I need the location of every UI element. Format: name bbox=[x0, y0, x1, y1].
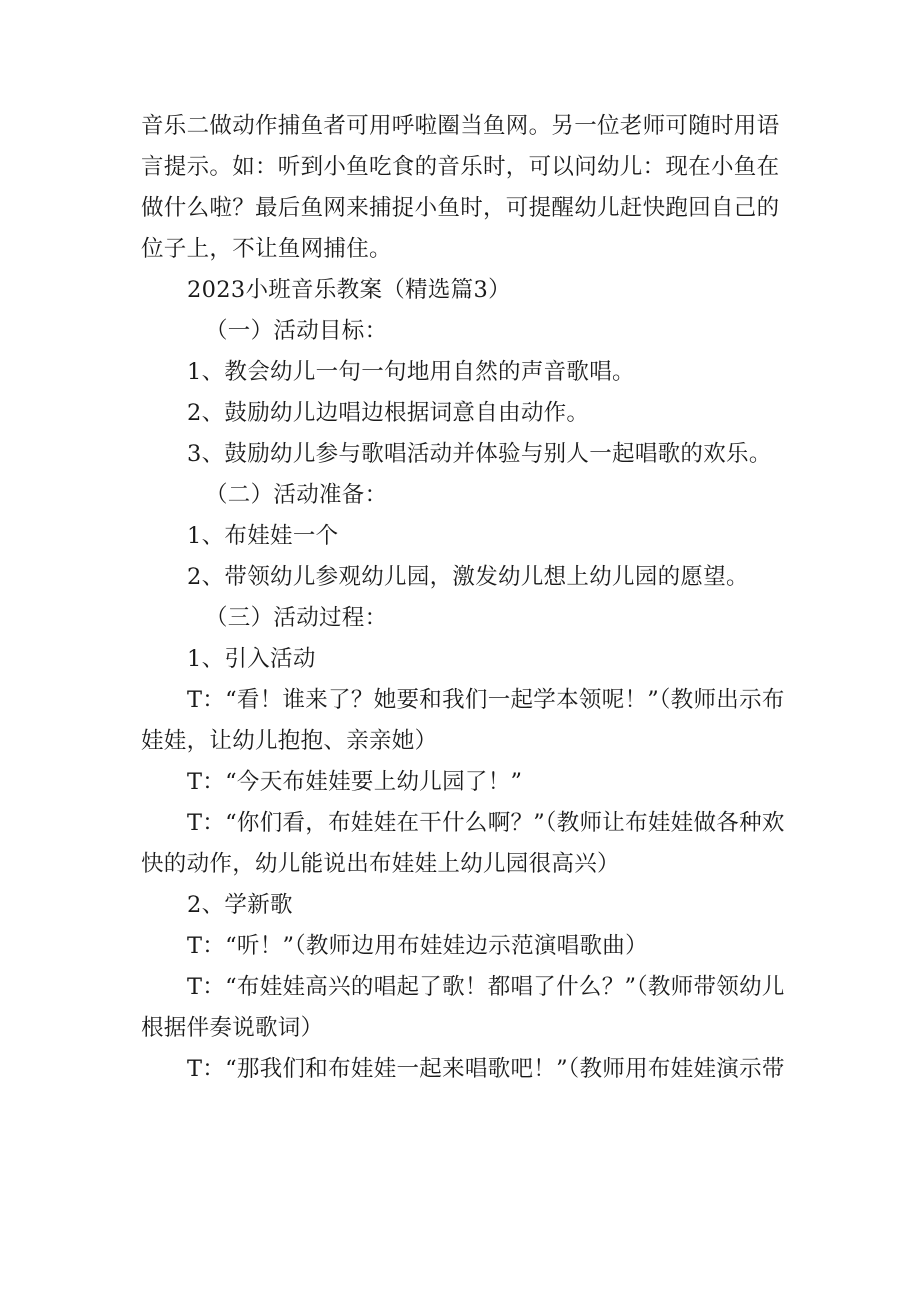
dialogue-line: T：“那我们和布娃娃一起来唱歌吧！”（教师用布娃娃演示带 bbox=[187, 1056, 785, 1082]
process-step-2: 2、学新歌 bbox=[187, 892, 293, 918]
dialogue-line: T：“布娃娃高兴的唱起了歌！都唱了什么？”（教师带领幼儿根据伴奏说歌词） bbox=[141, 974, 785, 1041]
heading-activity-goals: （一）活动目标： bbox=[205, 318, 388, 344]
dialogue-line: T：“你们看，布娃娃在干什么啊？”（教师让布娃娃做各种欢快的动作，幼儿能说出布娃娃上幼儿园很高兴） bbox=[141, 810, 785, 877]
preparation-item-2: 2、带领幼儿参观幼儿园，激发幼儿想上幼儿园的愿望。 bbox=[187, 564, 749, 590]
goal-item-1: 1、教会幼儿一句一句地用自然的声音歌唱。 bbox=[187, 359, 635, 385]
heading-activity-preparation: （二）活动准备： bbox=[205, 482, 388, 508]
preparation-item-1: 1、布娃娃一个 bbox=[187, 523, 339, 549]
dialogue-line: T：“听！”（教师边用布娃娃边示范演唱歌曲） bbox=[187, 933, 648, 959]
dialogue-line: T：“今天布娃娃要上幼儿园了！” bbox=[187, 769, 523, 795]
process-step-1: 1、引入活动 bbox=[187, 646, 316, 672]
goal-item-3: 3、鼓励幼儿参与歌唱活动并体验与别人一起唱歌的欢乐。 bbox=[187, 441, 772, 467]
heading-activity-process: （三）活动过程： bbox=[205, 605, 388, 631]
goal-item-2: 2、鼓励幼儿边唱边根据词意自由动作。 bbox=[187, 400, 590, 426]
paragraph-intro: 音乐二做动作捕鱼者可用呼啦圈当鱼网。另一位老师可随时用语言提示。如：听到小鱼吃食的音乐时，可以问幼儿：现在小鱼在做什么啦？最后鱼网来捕捉小鱼时，可提醒幼儿赶快跑回自己的位子上，不让鱼网捕住。 bbox=[141, 113, 780, 262]
document-page bbox=[141, 106, 791, 1090]
dialogue-line: T：“看！谁来了？她要和我们一起学本领呢！”（教师出示布娃娃，让幼儿抱抱、亲亲她） bbox=[141, 687, 785, 754]
section-title: 2023小班音乐教案（精选篇3） bbox=[187, 277, 511, 303]
